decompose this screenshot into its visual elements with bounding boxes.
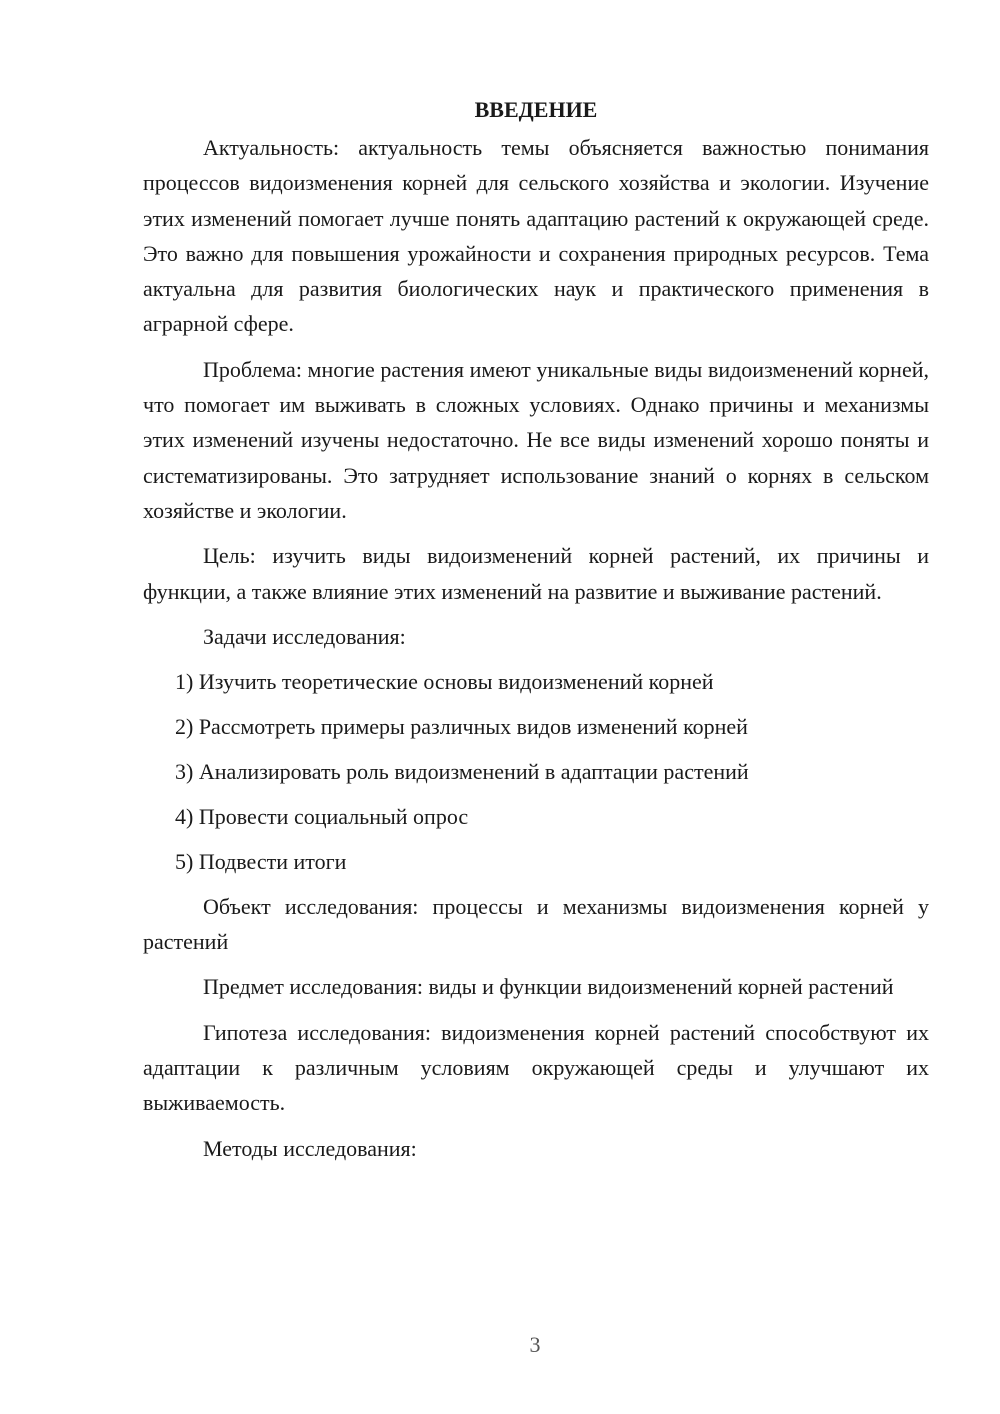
paragraph-object: Объект исследования: процессы и механизмы видоизменения корней у растений xyxy=(143,893,929,955)
task-item-5: 5) Подвести итоги xyxy=(175,848,347,874)
page-number: 3 xyxy=(529,1332,541,1357)
paragraph-subject: Предмет исследования: виды и функции видоизменений корней растений xyxy=(203,974,894,1000)
document-page xyxy=(143,92,929,1176)
task-item-4: 4) Провести социальный опрос xyxy=(175,803,469,829)
paragraph-problem: Проблема: многие растения имеют уникальные виды видоизменений корней, что помогает им выживать в сложных условиях. Однако причины и механизмы этих изменений изучены недостаточно. Не все виды изменений хорошо поняты и систематизированы. Это затрудняет использование знаний о корнях в сельском хозяйстве и экологии. xyxy=(143,356,929,523)
page-title: ВВЕДЕНИЕ xyxy=(474,97,598,122)
paragraph-goal: Цель: изучить виды видоизменений корней растений, их причины и функции, а также влияние этих изменений на развитие и выживание растений. xyxy=(143,543,929,604)
tasks-list xyxy=(143,664,929,889)
task-item-2: 2) Рассмотреть примеры различных видов изменений корней xyxy=(175,713,748,739)
task-item-3: 3) Анализировать роль видоизменений в адаптации растений xyxy=(175,758,749,784)
paragraph-hypothesis: Гипотеза исследования: видоизменения корней растений способствуют их адаптации к различным условиям окружающей среды и улучшают их выживаемость. xyxy=(143,1019,929,1116)
paragraph-relevance: Актуальность: актуальность темы объясняется важностью понимания процессов видоизменения корней для сельского хозяйства и экологии. Изучение этих изменений помогает лучше понять адаптацию растений к окружающей среде. Это важно для повышения урожайности и сохранения природных ресурсов. Тема актуальна для развития биологических наук и практического применения в аграрной сфере. xyxy=(143,135,929,337)
tasks-heading: Задачи исследования: xyxy=(203,623,406,649)
task-item-1: 1) Изучить теоретические основы видоизменений корней xyxy=(175,668,714,694)
methods-heading: Методы исследования: xyxy=(203,1135,417,1161)
